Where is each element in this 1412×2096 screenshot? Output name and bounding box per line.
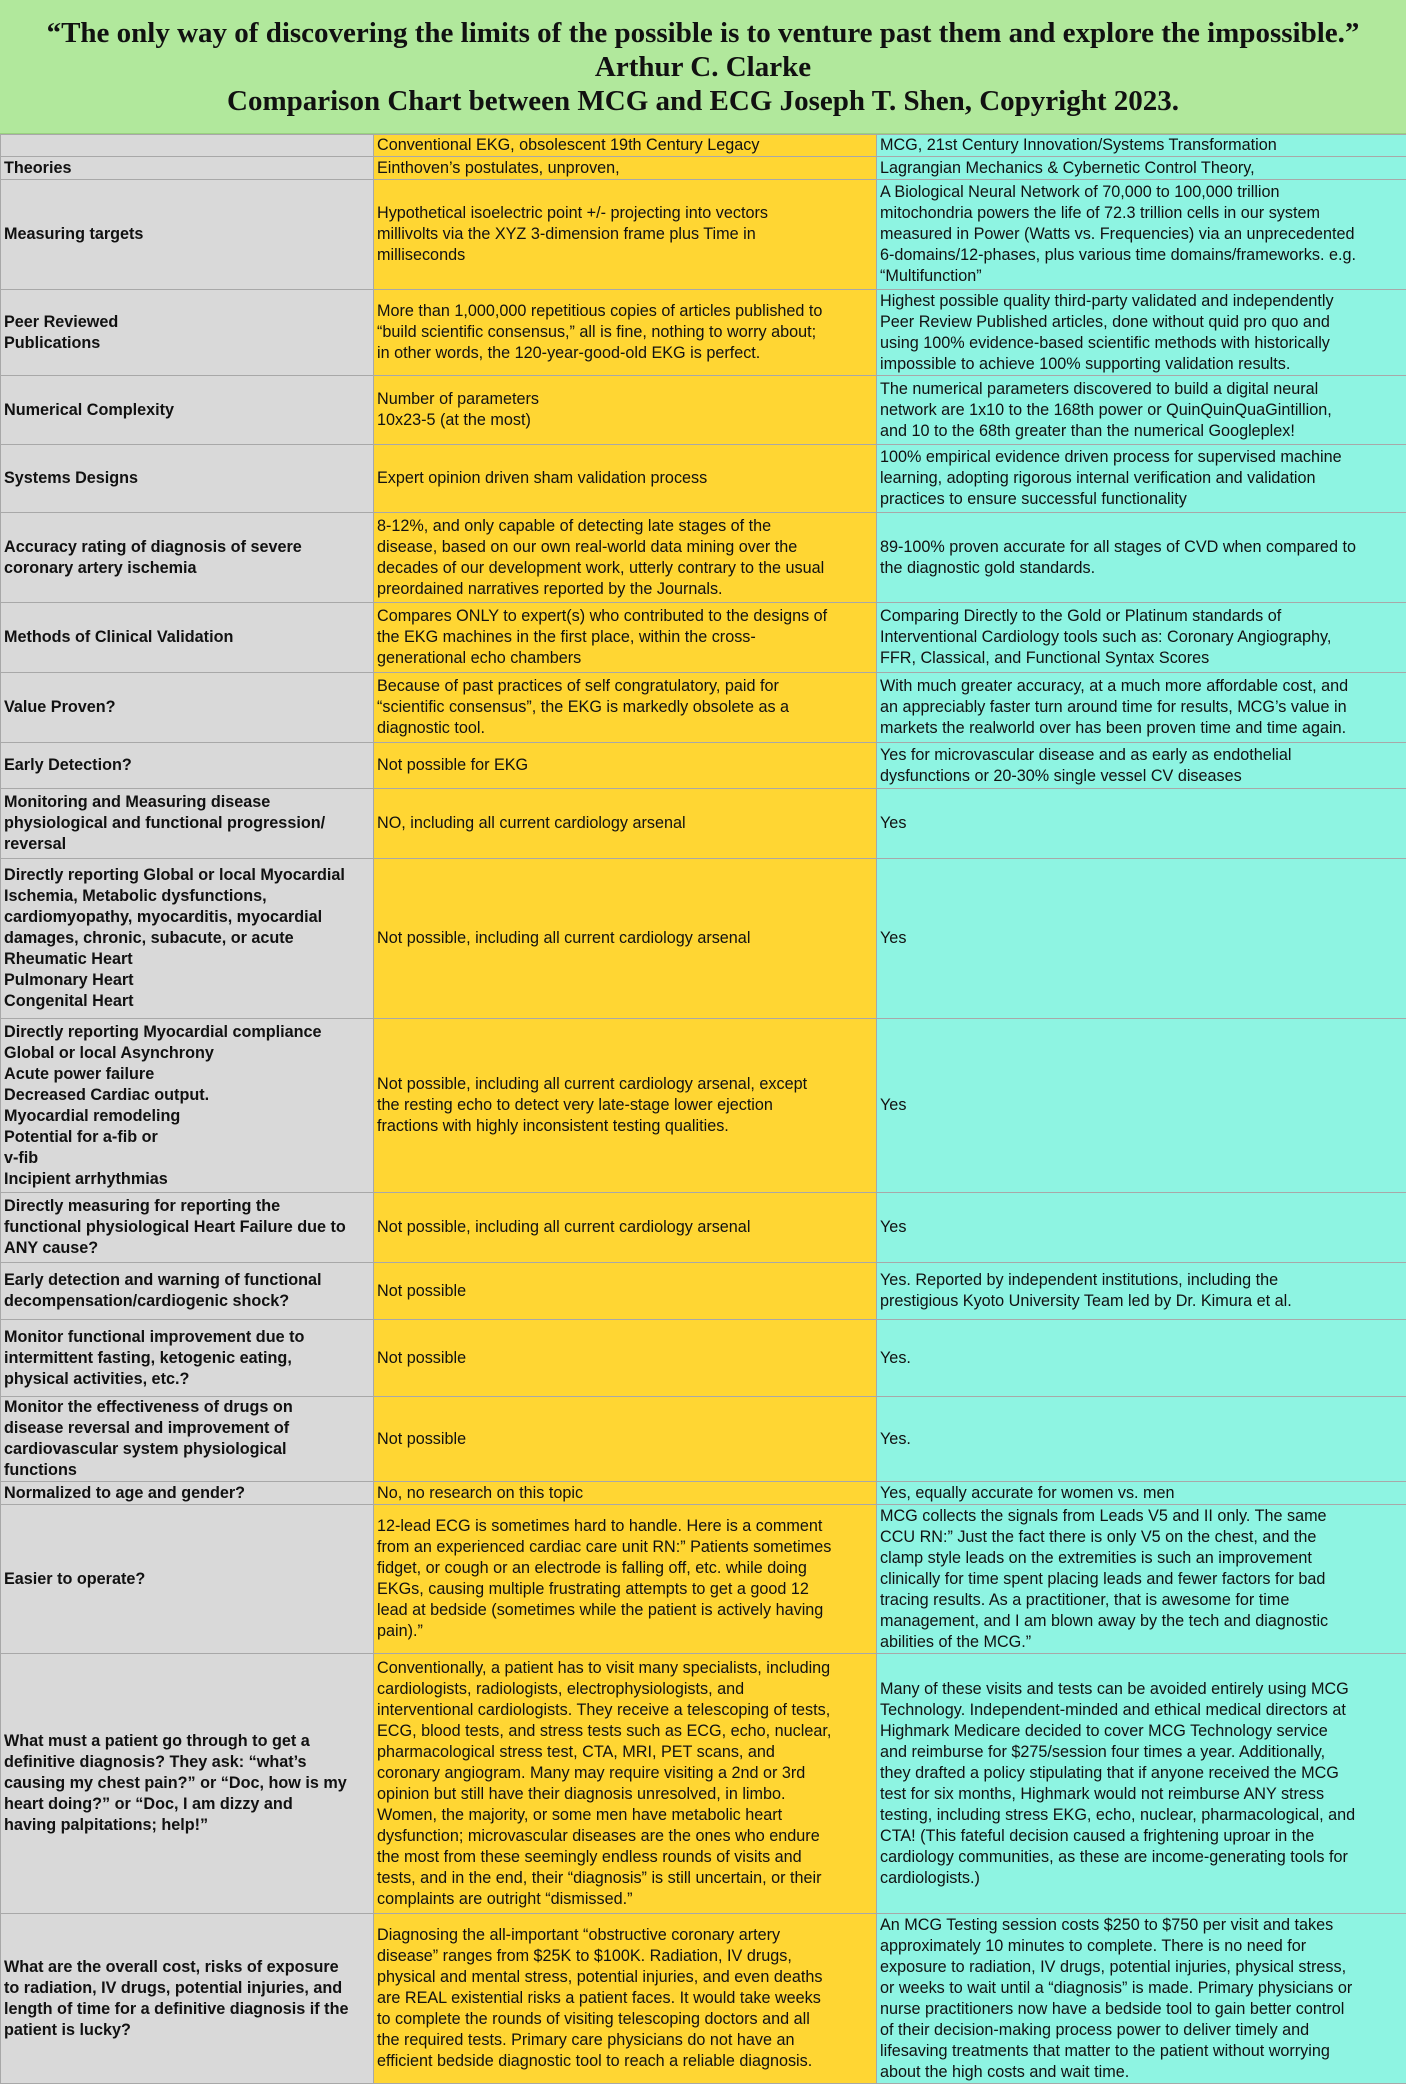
ecg-cell — [374, 1397, 877, 1482]
criterion-cell — [1, 513, 374, 603]
criterion-cell — [1, 1320, 374, 1397]
table-row — [1, 673, 1407, 743]
mcg-cell — [877, 1654, 1407, 1914]
criterion-cell-text: What must a patient go through to get a definitive diagnosis? They ask: “what’s causing my chest pain?” or “Doc, how is my heart doing?” or “Doc, I am dizzy and having palpitations; help!” — [4, 1732, 347, 1834]
mcg-cell — [877, 1263, 1407, 1320]
ecg-cell-text: Conventionally, a patient has to visit many specialists, including cardiologists, radiologists, electrophysiologists, and interventional cardiologists. They receive a telescoping of tests, ECG, blood tests, and stress tests such as ECG, echo, nuclear, pharmacological stress test, CTA, MRI, PET scans, and coronary angiogram. Many may require visiting a 2nd or 3rd opinion but still have their diagnosis unresolved, in limbo. Women, the majority, or some men have metabolic heart dysfunction; microvascular diseases are the ones who endure the most from these seemingly endless rounds of visits and tests, and in the end, their “diagnosis” is still uncertain, or their complaints are outright “dismissed.” — [377, 1658, 832, 1908]
mcg-cell — [877, 1320, 1407, 1397]
mcg-cell-text: Many of these visits and tests can be avoided entirely using MCG Technology. Independent-minded and ethical medical directors at Highmark Medicare decided to cover MCG Technology service and reimburse for $275/session four times a year. Additionally, they drafted a policy stipulating that if anyone received the MCG test for six months, Highmark would not reimburse ANY stress testing, including stress EKG, echo, nuclear, pharmacological, and CTA! (This fateful decision caused a frightening uproar in the cardiology communities, as these are income-generating tools for cardiologists.) — [880, 1679, 1356, 1887]
ecg-cell-text: Not possible, including all current cardiology arsenal — [377, 1218, 751, 1236]
mcg-cell — [877, 180, 1407, 290]
criterion-cell — [1, 135, 374, 157]
criterion-cell-text: Monitoring and Measuring disease physiological and functional progression/ reversal — [4, 793, 326, 853]
ecg-cell-text: 12-lead ECG is sometimes hard to handle. Here is a comment from an experienced cardiac care unit RN:” Patients sometimes fidget, or cough or an electrode is falling off, etc. while doing EKGs, causing multiple frustrating attempts to get a good 12 lead at bedside (sometimes while the patient is actively having pain).” — [377, 1517, 832, 1640]
mcg-cell-text: MCG, 21st Century Innovation/Systems Transformation — [880, 136, 1277, 154]
criterion-cell — [1, 157, 374, 180]
ecg-cell — [374, 673, 877, 743]
ecg-cell-text: 8-12%, and only capable of detecting late stages of the disease, based on our own real-world data mining over the decades of our development work, utterly contrary to the usual preordained narratives reported by the Journals. — [377, 516, 825, 598]
ecg-cell-text: More than 1,000,000 repetitious copies of articles published to “build scientific consensus,” all is fine, nothing to worry about; in other words, the 120-year-good-old EKG is perfect. — [377, 302, 823, 362]
table-row — [1, 180, 1407, 290]
ecg-cell-text: Not possible — [377, 1348, 467, 1367]
mcg-cell-text: Yes. — [880, 1429, 911, 1448]
mcg-cell — [877, 290, 1407, 376]
criterion-cell-text: Theories — [4, 158, 72, 177]
criterion-cell-text: Accuracy rating of diagnosis of severe coronary artery ischemia — [4, 537, 302, 577]
chart-title: Comparison Chart between MCG and ECG Joseph T. Shen, Copyright 2023. — [227, 85, 1179, 117]
ecg-cell-text: Not possible — [377, 1281, 467, 1300]
criterion-cell — [1, 743, 374, 789]
ecg-cell — [374, 1263, 877, 1320]
criterion-cell — [1, 673, 374, 743]
ecg-cell — [374, 1654, 877, 1914]
comparison-table-body — [1, 135, 1407, 2084]
criterion-cell — [1, 180, 374, 290]
criterion-cell-text: Early Detection? — [4, 756, 132, 774]
ecg-cell-text: Not possible for EKG — [377, 756, 529, 774]
criterion-cell-text: Easier to operate? — [4, 1569, 146, 1588]
mcg-cell — [877, 1193, 1407, 1263]
criterion-cell-text: Directly measuring for reporting the functional physiological Heart Failure due to ANY cause? — [4, 1197, 346, 1257]
ecg-cell — [374, 445, 877, 513]
table-row — [1, 290, 1407, 376]
mcg-cell-text: Yes, equally accurate for women vs. men — [880, 1483, 1175, 1502]
table-row — [1, 743, 1407, 789]
criterion-cell — [1, 445, 374, 513]
criterion-cell — [1, 1505, 374, 1654]
mcg-cell — [877, 1397, 1407, 1482]
ecg-cell — [374, 603, 877, 673]
mcg-cell-text: A Biological Neural Network of 70,000 to 100,000 trillion mitochondria powers the life of 72.3 trillion cells in our system measured in Power (Watts vs. Frequencies) via an unprecedented 6-domains/12-phases, plus various time domains/frameworks. e.g. “Multifunction” — [880, 183, 1356, 285]
criterion-cell — [1, 1193, 374, 1263]
table-row — [1, 513, 1407, 603]
table-row — [1, 1193, 1407, 1263]
mcg-cell — [877, 1482, 1407, 1505]
ecg-cell — [374, 376, 877, 445]
criterion-cell-text: Methods of Clinical Validation — [4, 628, 234, 646]
criterion-cell — [1, 603, 374, 673]
mcg-cell-text: Yes — [880, 929, 907, 947]
criterion-cell-text: What are the overall cost, risks of exposure to radiation, IV drugs, potential injuries, and length of time for a definitive diagnosis if the patient is lucky? — [4, 1957, 349, 2039]
mcg-cell — [877, 1505, 1407, 1654]
ecg-cell — [374, 1914, 877, 2084]
mcg-cell-text: An MCG Testing session costs $250 to $750 per visit and takes approximately 10 minutes to complete. There is no need for exposure to radiation, IV drugs, potential injuries, physical stress, or weeks to wait until a “diagnosis” is made. Primary physicians or nurse practitioners now have a bedside tool to gain better control of their decision-making process power to deliver timely and lifesaving treatments that matter to the patient without worrying about the high costs and wait time. — [880, 1915, 1353, 2081]
ecg-cell-text: Not possible, including all current cardiology arsenal — [377, 929, 751, 947]
table-row — [1, 1397, 1407, 1482]
table-row — [1, 1505, 1407, 1654]
mcg-cell-text: Yes — [880, 814, 907, 832]
ecg-cell — [374, 859, 877, 1019]
header-banner — [0, 0, 1406, 134]
ecg-cell — [374, 1193, 877, 1263]
mcg-cell — [877, 1914, 1407, 2084]
ecg-cell-text: Expert opinion driven sham validation process — [377, 469, 708, 487]
criterion-cell — [1, 1397, 374, 1482]
mcg-cell — [877, 859, 1407, 1019]
ecg-cell-text: Conventional EKG, obsolescent 19th Century Legacy — [377, 136, 760, 154]
criterion-cell — [1, 789, 374, 859]
mcg-cell-text: 89-100% proven accurate for all stages of CVD when compared to the diagnostic gold standards. — [880, 537, 1356, 577]
ecg-cell — [374, 1320, 877, 1397]
mcg-cell — [877, 135, 1407, 157]
criterion-cell — [1, 1019, 374, 1193]
table-row — [1, 135, 1407, 157]
table-row — [1, 1263, 1407, 1320]
mcg-cell — [877, 513, 1407, 603]
ecg-cell — [374, 157, 877, 180]
ecg-cell-text: Diagnosing the all-important “obstructive coronary artery disease” ranges from $25K to $100K. Radiation, IV drugs, physical and mental stress, potential injuries, and even deaths are REAL existential risks a patient faces. It would take weeks to complete the rounds of visiting telescoping doctors and all the required tests. Primary care physicians do not have an efficient bedside diagnostic tool to reach a reliable diagnosis. — [377, 1926, 823, 2070]
ecg-cell-text: Einthoven’s postulates, unproven, — [377, 158, 620, 177]
page-margin — [1406, 0, 1412, 2096]
ecg-cell — [374, 135, 877, 157]
mcg-cell-text: Yes for microvascular disease and as early as endothelial dysfunctions or 20-30% single vessel CV diseases — [880, 745, 1292, 785]
criterion-cell — [1, 1654, 374, 1914]
ecg-cell — [374, 789, 877, 859]
ecg-cell-text: Compares ONLY to expert(s) who contributed to the designs of the EKG machines in the first place, within the cross- generational echo chambers — [377, 607, 828, 667]
mcg-cell-text: Yes — [880, 1218, 907, 1236]
criterion-cell — [1, 859, 374, 1019]
criterion-cell-text: Systems Designs — [4, 469, 139, 487]
mcg-cell — [877, 445, 1407, 513]
criterion-cell-text: Directly reporting Global or local Myocardial Ischemia, Metabolic dysfunctions, cardiomyopathy, myocarditis, myocardial damages, chronic, subacute, or acute Rheumatic Heart Pulmonary Heart Congenital Heart — [4, 866, 345, 1010]
ecg-cell-text: No, no research on this topic — [377, 1483, 584, 1502]
mcg-cell — [877, 789, 1407, 859]
table-row — [1, 1019, 1407, 1193]
criterion-cell-text: Directly reporting Myocardial compliance Global or local Asynchrony Acute power failure Decreased Cardiac output. Myocardial remodeling Potential for a-fib or v-fib Incipient arrhythmias — [4, 1022, 322, 1188]
comparison-table — [0, 134, 1407, 2084]
mcg-cell — [877, 157, 1407, 180]
mcg-cell-text: Yes — [880, 1096, 907, 1114]
table-row — [1, 157, 1407, 180]
ecg-cell — [374, 1505, 877, 1654]
table-row — [1, 1482, 1407, 1505]
criterion-cell-text: Numerical Complexity — [4, 400, 175, 419]
ecg-cell — [374, 1019, 877, 1193]
ecg-cell-text: NO, including all current cardiology arsenal — [377, 814, 686, 832]
table-row — [1, 1320, 1407, 1397]
table-row — [1, 603, 1407, 673]
criterion-cell-text: Measuring targets — [4, 225, 144, 243]
ecg-cell — [374, 743, 877, 789]
criterion-cell-text: Early detection and warning of functional decompensation/cardiogenic shock? — [4, 1271, 322, 1310]
ecg-cell-text: Not possible — [377, 1429, 467, 1448]
criterion-cell — [1, 1482, 374, 1505]
ecg-cell-text: Not possible, including all current cardiology arsenal, except the resting echo to detect very late-stage lower ejection fractions with highly inconsistent testing qualities. — [377, 1075, 808, 1135]
table-row — [1, 1914, 1407, 2084]
table-row — [1, 789, 1407, 859]
criterion-cell — [1, 1263, 374, 1320]
ecg-cell-text: Hypothetical isoelectric point +/- projecting into vectors millivolts via the XYZ 3-dimension frame plus Time in milliseconds — [377, 204, 768, 264]
ecg-cell-text: Because of past practices of self congratulatory, paid for “scientific consensus”, the EKG is markedly obsolete as a diagnostic tool. — [377, 677, 790, 737]
criterion-cell — [1, 290, 374, 376]
mcg-cell — [877, 376, 1407, 445]
mcg-cell — [877, 603, 1407, 673]
mcg-cell — [877, 673, 1407, 743]
criterion-cell-text: Monitor the effectiveness of drugs on disease reversal and improvement of cardiovascular system physiological functions — [4, 1398, 293, 1479]
quote-text: “The only way of discovering the limits of the possible is to venture past them and explore the impossible.” — [46, 17, 1360, 49]
criterion-cell-text: Peer Reviewed Publications — [4, 312, 119, 352]
criterion-cell — [1, 1914, 374, 2084]
mcg-cell-text: MCG collects the signals from Leads V5 and II only. The same CCU RN:” Just the fact there is only V5 on the chest, and the clamp style leads on the extremities is such an improvement clinically for time spent placing leads and fewer factors for bad tracing results. As a practitioner, that is awesome for time management, and I am blown away by the tech and diagnostic abilities of the MCG.” — [880, 1506, 1329, 1651]
criterion-cell-text: Value Proven? — [4, 698, 116, 716]
table-row — [1, 1654, 1407, 1914]
ecg-cell-text: Number of parameters 10x23-5 (at the most) — [377, 390, 539, 429]
table-row — [1, 376, 1407, 445]
mcg-cell-text: Yes. — [880, 1348, 911, 1367]
mcg-cell-text: The numerical parameters discovered to build a digital neural network are 1x10 to the 168th power or QuinQuinQuaGintillion, and 10 to the 68th greater than the numerical Googleplex! — [880, 379, 1332, 440]
ecg-cell — [374, 290, 877, 376]
mcg-cell-text: Comparing Directly to the Gold or Platinum standards of Interventional Cardiology tools such as: Coronary Angiography, FFR, Classical, and Functional Syntax Scores — [880, 607, 1332, 667]
ecg-cell — [374, 180, 877, 290]
mcg-cell — [877, 743, 1407, 789]
ecg-cell — [374, 513, 877, 603]
criterion-cell-text: Monitor functional improvement due to intermittent fasting, ketogenic eating, physical activities, etc.? — [4, 1327, 305, 1388]
ecg-cell — [374, 1482, 877, 1505]
criterion-cell-text: Normalized to age and gender? — [4, 1483, 246, 1502]
mcg-cell-text: Highest possible quality third-party validated and independently Peer Review Published articles, done without quid pro quo and using 100% evidence-based scientific methods with historically impossible to achieve 100% supporting validation results. — [880, 291, 1334, 373]
mcg-cell — [877, 1019, 1407, 1193]
table-row — [1, 445, 1407, 513]
criterion-cell — [1, 376, 374, 445]
mcg-cell-text: Lagrangian Mechanics & Cybernetic Control Theory, — [880, 158, 1255, 177]
mcg-cell-text: With much greater accuracy, at a much more affordable cost, and an appreciably faster turn around time for results, MCG’s value in markets the realworld over has been proven time and time again. — [880, 677, 1349, 737]
table-row — [1, 859, 1407, 1019]
quote-author: Arthur C. Clarke — [594, 51, 812, 83]
mcg-cell-text: Yes. Reported by independent institutions, including the prestigious Kyoto University Team led by Dr. Kimura et al. — [880, 1271, 1292, 1310]
mcg-cell-text: 100% empirical evidence driven process for supervised machine learning, adopting rigorous internal verification and validation practices to ensure successful functionality — [880, 448, 1342, 508]
